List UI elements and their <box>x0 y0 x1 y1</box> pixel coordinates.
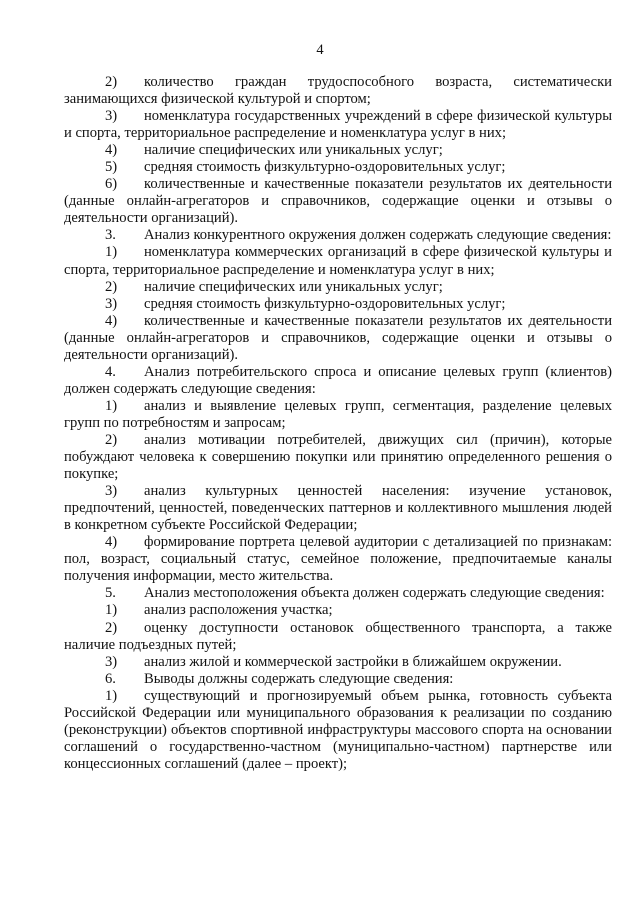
paragraph <box>64 432 612 483</box>
paragraph <box>64 483 612 534</box>
item-number: 3) <box>105 295 118 312</box>
paragraph-text: анализ и выявление целевых групп, сегментация, разделение целевых групп по потребностям и запросам; <box>64 397 612 431</box>
paragraph <box>64 227 612 244</box>
paragraph-text: Анализ конкурентного окружения должен содержать следующие сведения: <box>144 227 612 244</box>
paragraph-text: количество граждан трудоспособного возраста, систематически занимающихся физической культурой и спортом; <box>64 74 612 108</box>
paragraph <box>64 534 612 585</box>
item-number: 1) <box>105 397 118 414</box>
paragraph <box>64 654 612 671</box>
paragraph-text: Анализ местоположения объекта должен содержать следующие сведения: <box>144 585 605 602</box>
paragraph-text: существующий и прогнозируемый объем рынка, готовность субъекта Российской Федерации или муниципального образования к реализации по созданию (реконструкции) объектов спортивной инфраструктуры массового спорта на основании соглашений о государственно-частном (муниципально-частном) партнерстве или концессионных соглашений (далее – проект); <box>64 687 612 772</box>
paragraph-text: Анализ потребительского спроса и описание целевых групп (клиентов) должен содержать следующие сведения: <box>64 363 612 397</box>
paragraph-text: анализ жилой и коммерческой застройки в ближайшем окружении. <box>144 653 562 670</box>
item-number: 1) <box>105 602 118 619</box>
paragraph <box>64 279 612 296</box>
item-number: 2) <box>105 431 118 448</box>
paragraph-text: средняя стоимость физкультурно-оздоровительных услуг; <box>144 159 506 176</box>
item-number: 4) <box>105 312 118 329</box>
paragraph <box>64 74 612 108</box>
paragraph-text: средняя стоимость физкультурно-оздоровительных услуг; <box>144 295 506 312</box>
paragraph-text: количественные и качественные показатели результатов их деятельности (данные онлайн-агрегаторов и справочников, содержащие оценки и отзывы о деятельности организаций). <box>64 176 612 227</box>
paragraph <box>64 313 612 364</box>
paragraph <box>64 364 612 398</box>
paragraph-text: Выводы должны содержать следующие сведения: <box>144 670 454 687</box>
item-number: 2) <box>105 619 118 636</box>
section-number: 6. <box>105 670 116 687</box>
item-number: 6) <box>105 176 118 193</box>
item-number: 2) <box>105 278 118 295</box>
paragraph <box>64 688 612 773</box>
section-number: 4. <box>105 363 116 380</box>
item-number: 5) <box>105 159 118 176</box>
paragraph <box>64 398 612 432</box>
item-number: 4) <box>105 534 118 551</box>
item-number: 2) <box>105 74 118 90</box>
item-number: 4) <box>105 142 118 159</box>
item-number: 3) <box>105 108 118 125</box>
paragraph <box>64 671 612 688</box>
paragraph-text: количественные и качественные показатели результатов их деятельности (данные онлайн-агрегаторов и справочников, содержащие оценки и отзывы о деятельности организаций). <box>64 312 612 363</box>
document-body <box>64 74 612 773</box>
paragraph <box>64 176 612 227</box>
item-number: 3) <box>105 483 118 500</box>
paragraph <box>64 244 612 278</box>
section-number: 5. <box>105 585 116 602</box>
paragraph <box>64 585 612 602</box>
paragraph-text: наличие специфических или уникальных услуг; <box>144 142 443 159</box>
item-number: 1) <box>105 687 118 704</box>
paragraph-text: анализ мотивации потребителей, движущих сил (причин), которые побуждают человека к совершению покупки или принятию определенного решения о покупке; <box>64 431 612 483</box>
paragraph <box>64 159 612 176</box>
paragraph-text: анализ культурных ценностей населения: изучение установок, предпочтений, ценностей, поведенческих паттернов и коллективного мышления людей в конкретном субъекте Российской Федерации; <box>64 483 612 534</box>
paragraph <box>64 602 612 619</box>
paragraph-text: оценку доступности остановок общественного транспорта, а также наличие подъездных путей; <box>64 619 612 653</box>
section-number: 3. <box>105 227 116 244</box>
paragraph-text: анализ расположения участка; <box>144 602 333 619</box>
paragraph <box>64 296 612 313</box>
item-number: 1) <box>105 244 118 261</box>
paragraph-text: номенклатура государственных учреждений в сфере физической культуры и спорта, территориальное распределение и номенклатура услуг в них; <box>64 108 612 142</box>
paragraph <box>64 142 612 159</box>
page-number: 4 <box>316 42 324 58</box>
paragraph-text: наличие специфических или уникальных услуг; <box>144 278 443 295</box>
paragraph <box>64 620 612 654</box>
item-number: 3) <box>105 653 118 670</box>
paragraph-text: номенклатура коммерческих организаций в сфере физической культуры и спорта, территориальное распределение и номенклатура услуг в них; <box>64 244 612 278</box>
paragraph <box>64 108 612 142</box>
paragraph-text: формирование портрета целевой аудитории с детализацией по признакам: пол, возраст, социальный статус, семейное положение, предпочитаемые каналы получения информации, место жительства. <box>64 534 612 585</box>
